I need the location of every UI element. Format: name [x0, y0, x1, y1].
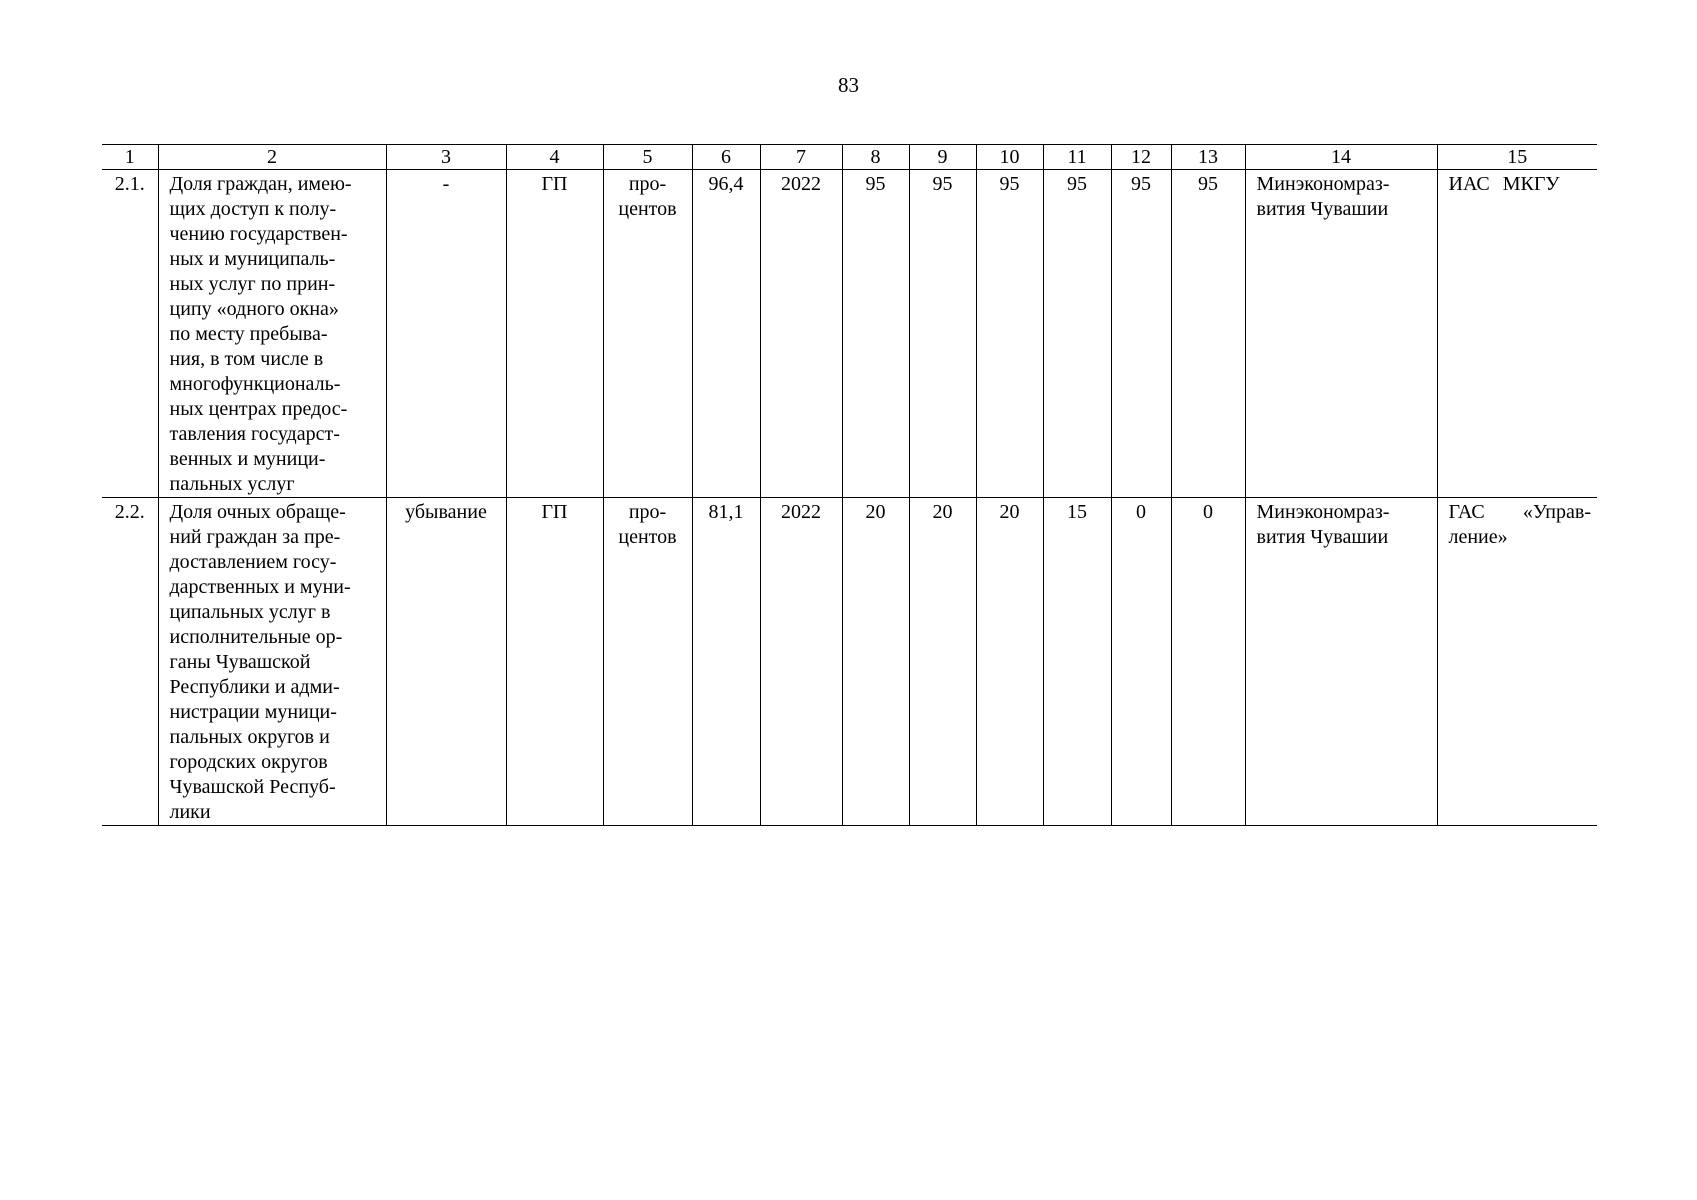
- indicator-name: [158, 170, 386, 498]
- name-line: ний граждан за пре-: [169, 526, 341, 548]
- base-year-cell: 2022: [760, 498, 842, 826]
- header-cell: 3: [386, 145, 506, 170]
- name-line: пальных услуг: [169, 473, 295, 495]
- header-cell: 5: [603, 145, 692, 170]
- header-cell: 9: [909, 145, 976, 170]
- name-line: ных центрах предос-: [169, 398, 348, 420]
- name-line: дарственных и муни-: [169, 576, 351, 598]
- name-line: нистрации муници-: [169, 701, 337, 723]
- name-line: ния, в том числе в: [169, 348, 324, 370]
- name-line: городских округов: [169, 751, 328, 773]
- value-cell: 0: [1171, 498, 1245, 826]
- responsible-line: Минэкономраз-: [1256, 501, 1390, 523]
- system-line: ИАС МКГУ: [1448, 173, 1560, 195]
- header-cell: 2: [158, 145, 386, 170]
- trend-cell: убывание: [386, 498, 506, 826]
- value-cell: 0: [1111, 498, 1171, 826]
- indicators-table: [102, 144, 1597, 826]
- name-line: ципу «одного окна»: [169, 298, 339, 320]
- value-cell: 95: [1171, 170, 1245, 498]
- header-row: [102, 145, 1597, 170]
- system-line: ГАС «Управ-: [1448, 501, 1591, 523]
- unit-line: про-: [628, 501, 667, 523]
- table-row: [102, 170, 1597, 498]
- header-cell: 8: [842, 145, 909, 170]
- indicator-name: [158, 498, 386, 826]
- system-line: ление»: [1448, 526, 1508, 548]
- header-cell: 4: [506, 145, 603, 170]
- unit-line: про-: [628, 173, 667, 195]
- row-number: 2.1.: [102, 170, 158, 498]
- unit-cell: [603, 170, 692, 498]
- base-value-cell: 81,1: [692, 498, 760, 826]
- value-cell: 15: [1043, 498, 1111, 826]
- row-number: 2.2.: [102, 498, 158, 826]
- value-cell: 20: [842, 498, 909, 826]
- header-cell: 14: [1245, 145, 1437, 170]
- value-cell: 20: [976, 498, 1043, 826]
- value-cell: 95: [909, 170, 976, 498]
- responsible-line: вития Чувашии: [1256, 526, 1389, 548]
- name-line: ных услуг по прин-: [169, 273, 336, 295]
- header-cell: 1: [102, 145, 158, 170]
- base-year-cell: 2022: [760, 170, 842, 498]
- value-cell: 95: [1111, 170, 1171, 498]
- responsible-line: вития Чувашии: [1256, 198, 1389, 220]
- page-number: 83: [838, 73, 859, 97]
- responsible-line: Минэкономраз-: [1256, 173, 1390, 195]
- responsible-cell: [1245, 498, 1437, 826]
- name-line: Доля граждан, имею-: [169, 173, 352, 195]
- name-line: Республики и адми-: [169, 676, 340, 698]
- name-line: доставлением госу-: [169, 551, 337, 573]
- unit-cell: [603, 498, 692, 826]
- unit-line: центов: [618, 526, 677, 548]
- name-line: Доля очных обраще-: [169, 501, 346, 523]
- table-row: [102, 498, 1597, 826]
- unit-line: центов: [618, 198, 677, 220]
- name-line: чению государствен-: [169, 223, 348, 245]
- header-cell: 10: [976, 145, 1043, 170]
- header-cell: 15: [1437, 145, 1597, 170]
- header-cell: 6: [692, 145, 760, 170]
- name-line: ганы Чувашской: [169, 651, 311, 673]
- header-cell: 12: [1111, 145, 1171, 170]
- base-value-cell: 96,4: [692, 170, 760, 498]
- name-line: пальных округов и: [169, 726, 330, 748]
- name-line: по месту пребыва-: [169, 323, 328, 345]
- value-cell: 95: [842, 170, 909, 498]
- name-line: исполнительные ор-: [169, 626, 343, 648]
- header-cell: 11: [1043, 145, 1111, 170]
- name-line: ных и муниципаль-: [169, 248, 336, 270]
- trend-cell: -: [386, 170, 506, 498]
- name-line: щих доступ к полу-: [169, 198, 337, 220]
- name-line: ципальных услуг в: [169, 601, 331, 623]
- name-line: многофункциональ-: [169, 373, 341, 395]
- value-cell: 95: [976, 170, 1043, 498]
- responsible-cell: [1245, 170, 1437, 498]
- value-cell: 20: [909, 498, 976, 826]
- system-cell: [1437, 170, 1597, 498]
- name-line: Чувашской Респуб-: [169, 776, 336, 798]
- level-cell: ГП: [506, 498, 603, 826]
- name-line: лики: [169, 801, 211, 823]
- name-line: тавления государст-: [169, 423, 340, 445]
- value-cell: 95: [1043, 170, 1111, 498]
- header-cell: 7: [760, 145, 842, 170]
- system-cell: [1437, 498, 1597, 826]
- name-line: венных и муници-: [169, 448, 326, 470]
- header-cell: 13: [1171, 145, 1245, 170]
- level-cell: ГП: [506, 170, 603, 498]
